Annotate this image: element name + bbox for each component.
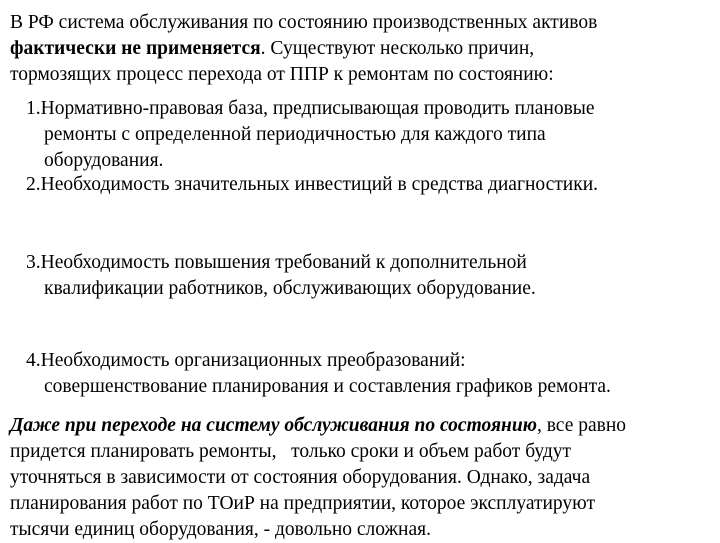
intro-line-3: тормозящих процесс перехода от ППР к ремонтам по состоянию: (10, 64, 554, 85)
list-item-4-line-2: совершенствование планирования и составления графиков ремонта. (44, 376, 611, 397)
list-item-2-line-1: 2.Необходимость значительных инвестиций в средства диагностики. (26, 174, 599, 195)
outro-line-1-rest: , все равно (536, 415, 627, 436)
intro-line-1: В РФ система обслуживания по состоянию производственных активов (10, 12, 598, 33)
outro-line-5: тысячи единиц оборудования, - довольно сложная. (10, 519, 431, 540)
list-item-1 (26, 96, 595, 174)
conclusion-paragraph (10, 413, 710, 543)
list-item-4-line-1: 4.Необходимость организационных преобразований: (26, 350, 466, 371)
list-item-2 (26, 172, 598, 198)
list-item-4 (26, 348, 611, 400)
outro-line-4: планирования работ по ТОиР на предприятии, которое эксплуатируют (10, 493, 595, 514)
intro-emphasis: фактически не применяется (10, 38, 261, 59)
list-item-1-line-3: оборудования. (44, 150, 164, 171)
list-item-1-line-1: 1.Нормативно-правовая база, предписывающая проводить плановые (26, 98, 595, 119)
list-item-1-line-2: ремонты с определенной периодичностью для каждого типа (44, 124, 546, 145)
list-item-3 (26, 250, 536, 302)
intro-line-2-rest: . Существуют несколько причин, (260, 38, 535, 59)
list-item-3-line-1: 3.Необходимость повышения требований к дополнительной (26, 252, 527, 273)
outro-line-2: придется планировать ремонты, только сроки и объем работ будут (10, 441, 572, 462)
list-item-3-line-2: квалификации работников, обслуживающих оборудование. (44, 278, 536, 299)
intro-paragraph (10, 10, 710, 88)
outro-emphasis: Даже при переходе на систему обслуживания по состоянию (10, 415, 537, 436)
outro-line-3: уточняться в зависимости от состояния оборудования. Однако, задача (10, 467, 591, 488)
intro-line-2 (10, 36, 710, 62)
outro-line-1 (10, 413, 710, 439)
